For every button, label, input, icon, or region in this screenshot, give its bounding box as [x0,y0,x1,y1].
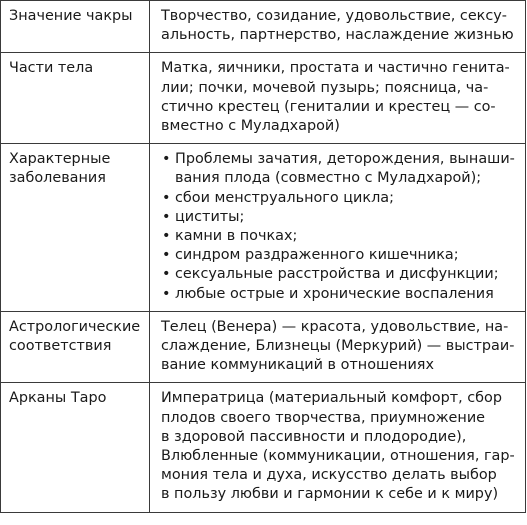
bullet-icon: • [162,228,171,245]
table-row [1,1,526,53]
table-row [1,144,526,312]
bullet-icon: • [162,189,171,206]
row-label-cell [1,1,150,53]
list-item [161,208,521,227]
table-row [1,53,526,144]
row-value: Императрица (материальный комфорт, сбор плодов своего творчества, приумножение в здоровой пассивности и плодородие), Влюбленные (коммуникации, отношения, гар- мония тела и духа, искусство делать выбор в пользу любви и гармонии к себе и к миру) [161,390,515,503]
row-label: Значение чакры [9,8,133,24]
row-value: Матка, яичники, простата и частично генита- лии; почки, мочевой пузырь; поясница, ча- стично крестец (гениталии и крестец — со- вместно с Муладхарой) [161,60,510,135]
list-item-text: Проблемы зачатия, деторождения, вынаши- вания плода (совместно с Муладхарой); [175,151,515,187]
list-item [161,227,521,246]
bullet-icon: • [162,151,171,168]
row-value-cell [150,383,526,512]
list-item-text: циститы; [175,208,245,225]
list-item [161,189,521,208]
table-row [1,383,526,512]
row-value: Телец (Венера) — красота, удовольствие, на- слаждение, Близнецы (Меркурий) — выстраи- вание коммуникаций в отношениях [161,318,515,374]
row-label: Характерные заболевания [9,151,111,187]
table-row [1,311,526,383]
row-value-cell [150,311,526,383]
list-item-text: сбои менструального цикла; [175,189,394,206]
list-item [161,265,521,284]
list-item-text: любые острые и хронические воспаления [175,285,494,302]
row-label-cell [1,144,150,312]
row-label-cell [1,383,150,512]
bullet-icon: • [162,208,171,225]
row-label-cell [1,311,150,383]
row-value-cell [150,144,526,312]
bullet-icon: • [162,285,171,302]
list-item [161,150,521,188]
row-label: Астрологические соответствия [9,318,141,355]
bullet-icon: • [162,266,171,283]
row-value-cell [150,53,526,144]
row-label: Части тела [9,60,94,77]
row-value-cell [150,1,526,53]
list-item-text: сексуальные расстройства и дисфункции; [175,266,499,283]
row-label: Арканы Таро [9,390,107,407]
row-label-cell [1,53,150,144]
list-item [161,246,521,265]
list-item [161,285,521,304]
list-item-text: синдром раздраженного кишечника; [175,247,459,264]
bullet-icon: • [162,247,171,264]
row-value: Творчество, созидание, удовольствие, сексу- альность, партнерство, наслаждение жизнью [161,8,514,44]
list-item-text: камни в почках; [175,228,298,245]
diseases-list [161,150,521,304]
